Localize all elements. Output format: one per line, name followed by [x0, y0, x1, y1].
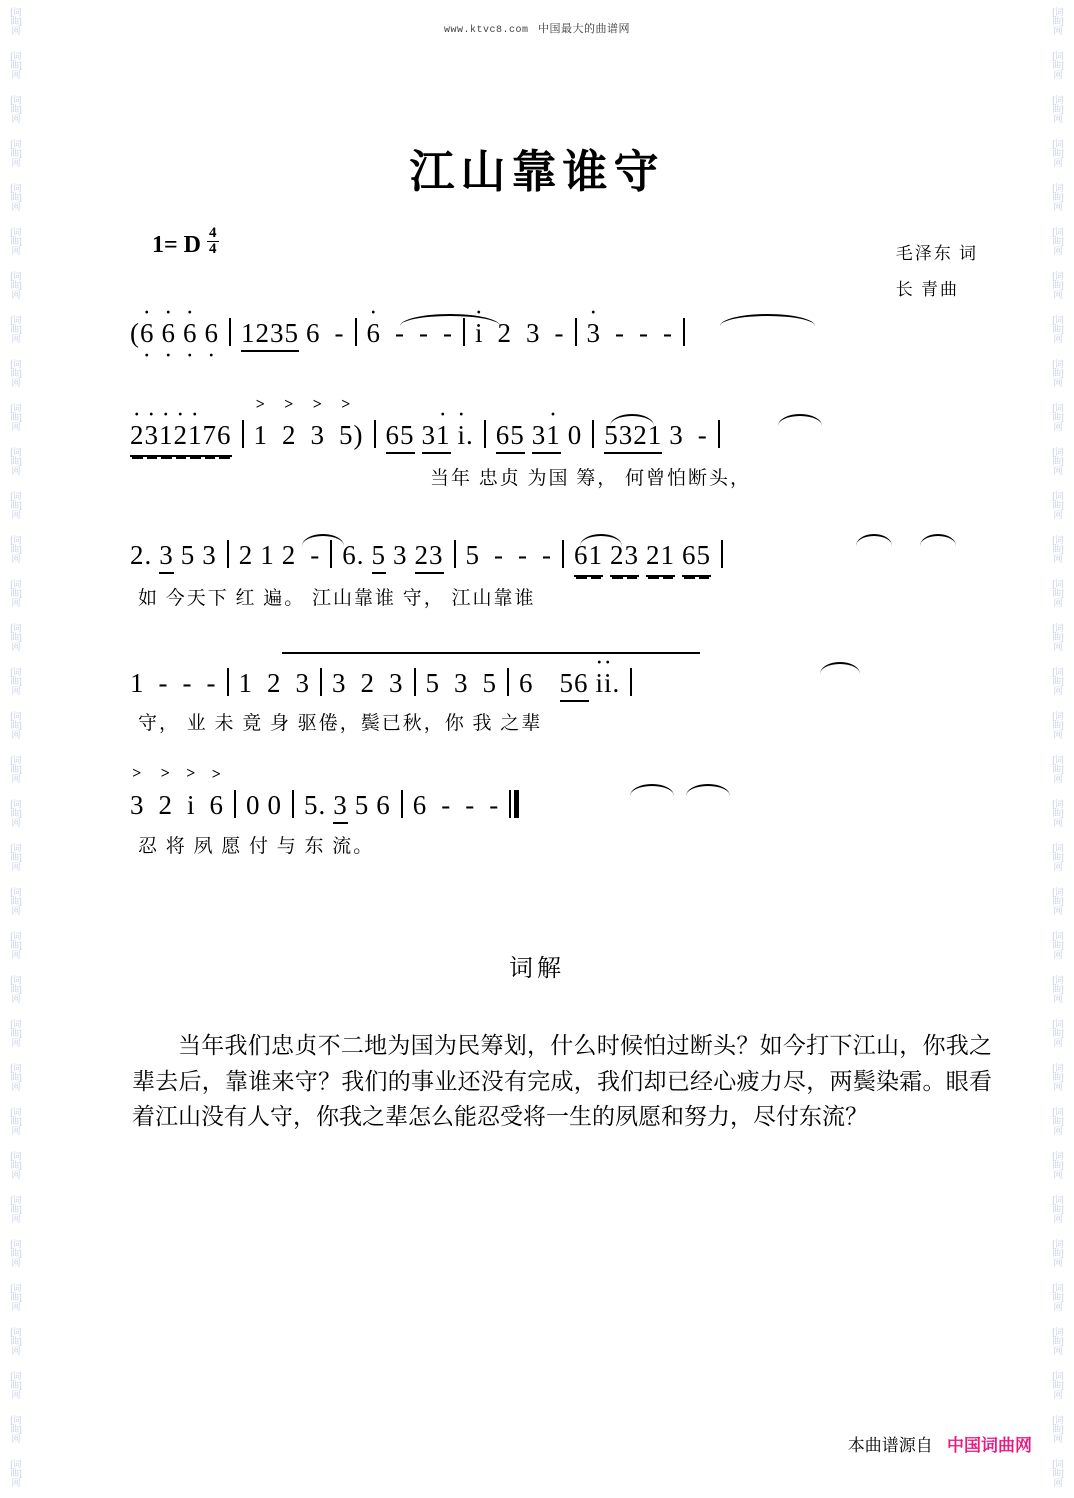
watermark-cell: [词 曲] 网: [1052, 138, 1064, 168]
watermark-cell: [词 曲] 网: [1052, 886, 1064, 916]
score-line-3-notes: 2. 3 5 3 2 1 2 - 6. 5 3 23 5 - - - 61 23 21 65: [130, 540, 960, 577]
watermark-cell: [词 曲] 网: [10, 138, 22, 168]
watermark-cell: [词 曲] 网: [1052, 1370, 1064, 1400]
composer-credit: 长 青曲: [895, 279, 959, 299]
footer-text: 本曲谱源自: [847, 1436, 933, 1455]
watermark-cell: [词 曲] 网: [10, 754, 22, 784]
score-line-5: [130, 790, 960, 858]
watermark-cell: [词 曲] 网: [1052, 1018, 1064, 1048]
footer: [848, 1431, 1032, 1456]
watermark-cell: [词 曲] 网: [1052, 50, 1064, 80]
watermark-cell: [词 曲] 网: [10, 1326, 22, 1356]
watermark-cell: [词 曲] 网: [1052, 6, 1064, 36]
watermark-cell: [词 曲] 网: [1052, 226, 1064, 256]
watermark-cell: [词 曲] 网: [10, 50, 22, 80]
watermark-cell: [词 曲] 网: [1052, 490, 1064, 520]
watermark-cell: [词 曲] 网: [10, 226, 22, 256]
watermark-cell: [词 曲] 网: [1052, 1282, 1064, 1312]
annotation-heading: 词解: [509, 956, 565, 982]
watermark-cell: [词 曲] 网: [10, 1458, 22, 1488]
watermark-cell: [词 曲] 网: [10, 1370, 22, 1400]
score-line-5-lyrics: 忍 将 夙 愿 付 与 东 流。: [138, 836, 375, 857]
watermark-cell: [词 曲] 网: [10, 798, 22, 828]
watermark-cell: [词 曲] 网: [1052, 578, 1064, 608]
watermark-cell: [词 曲] 网: [10, 358, 22, 388]
watermark-cell: [词 曲] 网: [10, 490, 22, 520]
watermark-cell: [词 曲] 网: [1052, 402, 1064, 432]
watermark-cell: [词 曲] 网: [1052, 446, 1064, 476]
time-signature: [207, 226, 219, 257]
watermark-cell: [词 曲] 网: [1052, 1414, 1064, 1444]
score-line-3-lyrics: 如 今天下 红 遍。 江山靠谁 守， 江山靠谁: [138, 588, 536, 609]
score-line-4: [130, 668, 960, 735]
watermark-cell: [词 曲] 网: [1052, 622, 1064, 652]
watermark-cell: [词 曲] 网: [1052, 974, 1064, 1004]
score-line-5-notes: > 3 > 2 > i > 6 0 0 5. 3 5 6 6 - - -: [130, 790, 960, 825]
annotation-paragraph: 当年我们忠贞不二地为国为民筹划，什么时候怕过断头？如今打下江山，你我之辈去后，靠谁来守？我们的事业还没有完成，我们却已经心疲力尽，两鬓染霜。眼看着江山没有人守，你我之辈怎么能忍受将一生的夙愿和努力，尽付东流？: [132, 1033, 992, 1130]
watermark-cell: [词 曲] 网: [10, 930, 22, 960]
watermark-cell: [词 曲] 网: [1052, 798, 1064, 828]
time-signature-numerator: 4: [209, 225, 217, 241]
watermark-cell: [词 曲] 网: [10, 1106, 22, 1136]
score-line-4-lyrics: 守， 业 未 竟 身 驱倦，鬓已秋，你 我 之辈: [138, 713, 543, 734]
watermark-cell: [词 曲] 网: [1052, 842, 1064, 872]
watermark-cell: [词 曲] 网: [1052, 534, 1064, 564]
score-line-1-notes: (· 6 · · 6 · · 6 · 6 · 1235 6 - · 6 - - - · i 2 3 - · 3 - - -: [130, 318, 960, 352]
time-signature-denominator: 4: [209, 241, 217, 257]
score-line-2-lyrics: 当年 忠贞 为国 筹， 何曾怕断头，: [430, 468, 752, 489]
watermark-cell: [词 曲] 网: [1052, 1062, 1064, 1092]
site-url: www.ktvc8.com: [443, 25, 529, 36]
watermark-cell: [词 曲] 网: [1052, 1194, 1064, 1224]
watermark-cell: [词 曲] 网: [10, 842, 22, 872]
watermark-cell: [词 曲] 网: [10, 1062, 22, 1092]
page-title: 江山靠谁守: [409, 147, 665, 197]
watermark-cell: [词 曲] 网: [1052, 1150, 1064, 1180]
watermark-cell: [词 曲] 网: [10, 886, 22, 916]
watermark-cell: [词 曲] 网: [10, 974, 22, 1004]
score-line-3: [130, 540, 960, 610]
site-name: 中国最大的曲谱网: [538, 23, 631, 35]
watermark-column-right: [1044, 0, 1072, 1498]
watermark-cell: [词 曲] 网: [1052, 666, 1064, 696]
watermark-cell: [词 曲] 网: [1052, 930, 1064, 960]
score-line-2-notes: · 2· 3· 1· 2· 176 > 1 > 2 > 3 > 5) 65 3· 1 · i. 65 3· 1 0 5321 3 -: [130, 420, 960, 457]
watermark-cell: [词 曲] 网: [10, 1150, 22, 1180]
watermark-cell: [词 曲] 网: [10, 666, 22, 696]
watermark-cell: [词 曲] 网: [1052, 754, 1064, 784]
watermark-cell: [词 曲] 网: [1052, 182, 1064, 212]
watermark-cell: [词 曲] 网: [1052, 270, 1064, 300]
watermark-cell: [词 曲] 网: [10, 182, 22, 212]
watermark-cell: [词 曲] 网: [1052, 1458, 1064, 1488]
credits: [896, 236, 978, 307]
score-line-2: [130, 420, 960, 490]
watermark-cell: [词 曲] 网: [1052, 1238, 1064, 1268]
watermark-cell: [词 曲] 网: [10, 446, 22, 476]
watermark-cell: [词 曲] 网: [1052, 1106, 1064, 1136]
watermark-cell: [词 曲] 网: [10, 1238, 22, 1268]
watermark-column-left: [2, 0, 30, 1498]
watermark-cell: [词 曲] 网: [10, 314, 22, 344]
watermark-cell: [词 曲] 网: [1052, 94, 1064, 124]
watermark-cell: [词 曲] 网: [10, 622, 22, 652]
watermark-cell: [词 曲] 网: [10, 1194, 22, 1224]
watermark-cell: [词 曲] 网: [10, 94, 22, 124]
lyricist-credit: 毛泽东 词: [895, 244, 978, 263]
score-line-4-notes: 1 - - - 1 2 3 3 2 3 5 3 5 6 56 · i· i.: [130, 668, 960, 702]
watermark-cell: [词 曲] 网: [10, 6, 22, 36]
footer-brand[interactable]: 中国词曲网: [947, 1436, 1032, 1455]
watermark-cell: [词 曲] 网: [10, 710, 22, 740]
watermark-cell: [词 曲] 网: [1052, 710, 1064, 740]
watermark-cell: [词 曲] 网: [10, 1414, 22, 1444]
watermark-cell: [词 曲] 网: [10, 578, 22, 608]
watermark-cell: [词 曲] 网: [10, 1282, 22, 1312]
key-label: 1= D: [152, 232, 202, 258]
watermark-cell: [词 曲] 网: [1052, 358, 1064, 388]
watermark-cell: [词 曲] 网: [10, 1018, 22, 1048]
site-header: [0, 20, 1074, 36]
watermark-cell: [词 曲] 网: [10, 270, 22, 300]
key-signature: [152, 225, 219, 259]
watermark-cell: [词 曲] 网: [1052, 1326, 1064, 1356]
watermark-cell: [词 曲] 网: [10, 402, 22, 432]
score-line-1: [130, 318, 960, 352]
watermark-cell: [词 曲] 网: [1052, 314, 1064, 344]
annotation-body: [132, 1028, 992, 1135]
watermark-cell: [词 曲] 网: [10, 534, 22, 564]
